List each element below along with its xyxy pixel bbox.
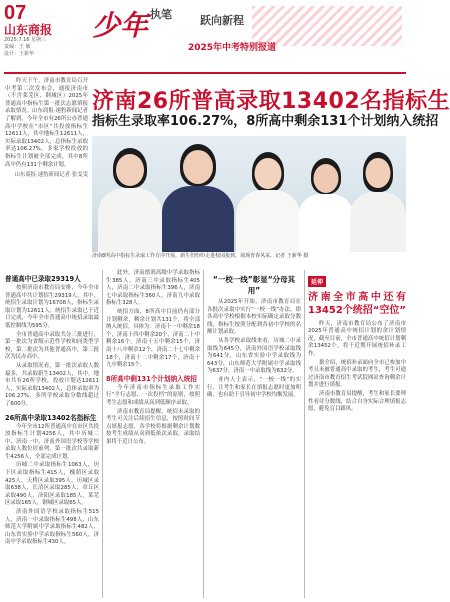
- photo-person-5: [350, 144, 406, 252]
- paragraph: 今年全市12所普通高中在市区共投放指标生计划4256人，其中历城二中、济南一中、济南外国语学校等学校录取人数位居前列，第一批次共录取新生4256人，全部完成计划。: [5, 423, 99, 460]
- paragraph: 历城二中录取指标生1063人，历下区录取指标生415人，槐荫区录取425人，天桥区录取395人，历城区录取638人，长清区录取285人，章丘区录取490人，济阳区录取185人，莱芜区录取165人，钢城区录取65人。: [5, 462, 99, 507]
- section-heading: 26所高中录取13402名指标生: [5, 413, 97, 422]
- editor-line: 责编：王 敏: [4, 44, 31, 50]
- right-column: [207, 270, 301, 598]
- main-headline: 济南26所普高录取13402名指标生: [92, 89, 450, 114]
- paragraph: 济南市教育局提醒，统招未录取的考生可关注后续招生信息，按照时间节点填报志愿，各学校将根据剩余计划数按考生成绩从高到低依次录取，录取结果将于近日公布。: [106, 408, 200, 445]
- news-photo: [92, 136, 406, 252]
- banner-word-2: 跃向新程: [200, 14, 244, 27]
- paragraph: 从各学校录取线来看，历城二中录取线为645分，济南外国语学校录取线为641分，山东省实验中学录取线为643分，山东师范大学附属中学录取线为637分，济南一中录取线为632分。: [207, 337, 301, 375]
- sidebar-title: 济南全市高中还有13452个统招“空位”: [308, 291, 406, 316]
- paragraph: 据介绍，统招补录面向全市已参加中考且未被普通高中录取的考生，考生可通过济南市教育招生考试院网站查询剩余计划并进行填报。: [308, 359, 406, 389]
- photo-caption: 济南8所高中指标生录取工作有序开展。新生们纷纷走进校园报到，展现青春风采。记者 王新华 摄: [92, 253, 309, 259]
- paragraph: 业内人士表示，“一校一线”的实行，让考生和家长在填报志愿时更加明确，也有助于引导初中学校均衡发展。: [207, 376, 301, 399]
- photo-person-4: [298, 148, 354, 252]
- section-heading: 8所高中剩131个计划纳入统招: [106, 374, 197, 383]
- photo-person-1: [98, 140, 162, 252]
- section-caption: 2025年中考特别报道: [188, 43, 277, 53]
- masthead-info: [4, 3, 82, 58]
- paragraph: 从2025年开始，济南市教育局在各批次录取中实行“一校一线”办法，即各高中学校根据本校实际确定录取分数线，指标生按照分配到各初中学校的名额计划录取。: [207, 299, 301, 336]
- photo-person-3: [236, 142, 300, 252]
- column-divider: [304, 270, 305, 598]
- lead-column: [5, 78, 88, 178]
- paragraph: 济南市教育局提醒，考生和家长要理性看待分数线，结合自身实际合理填报志愿，避免盲目跟风。: [308, 390, 406, 413]
- section-banner: [92, 2, 406, 56]
- paragraph: 按照济南市教育局安排，今年全市普通高中共计划招生29319人，其中，统招生录取计划为16708人，指标生录取计划为12611人。统招生录取已于近日完成，今年全市普通高中统招录取最低控制线为595分。: [5, 285, 99, 329]
- middle-column: [106, 270, 200, 598]
- column-divider: [203, 270, 204, 598]
- quote-title: “一校一线”彰显“分母其用”: [212, 275, 296, 295]
- paragraph: 此外，济南德润高级中学录取指标生385人，济南三中录取指标生405人，济南二中录取指标生396人，济南七中录取指标生360人，济南九中录取指标生328人。: [106, 270, 200, 307]
- issue-date: 2025.7.16 星期三: [4, 37, 47, 43]
- column-divider: [102, 270, 103, 598]
- photo-person-2: [162, 136, 234, 252]
- banner-logo-word: 少年: [92, 9, 149, 42]
- page-number: 07: [4, 2, 27, 24]
- paragraph: 今年济南市指标生录取工作实行“平行志愿、一次投档”的原则，按照考生志愿和成绩从高到低顺序录取。: [106, 384, 200, 406]
- masthead: [0, 0, 410, 70]
- paragraph: 全市普通高中录取共分三批进行，第一批次为省级示范性学校和同类型学校，第二批次为其他普通高中，第三批次为民办高中。: [5, 331, 99, 361]
- paragraph: 济南外国语学校录取指标生515人，济南一中录取指标生498人，山东师范大学附属中学录取指标生482人，山东省实验中学录取指标生560人，济南中学录取指标生430人。: [5, 509, 99, 546]
- left-column: [5, 270, 99, 598]
- paragraph: 统招方面，8所高中目前仍有部分计划剩余，剩余计划共131个，将全部纳入统招。具体为：济南十一中剩余18个，济南十四中剩余20个，济南二十中剩余16个，济南十五中剩余15个，济南十八中剩余12个，济南二十七中剩余18个，济南十二中剩余17个，济南十九中剩余15个。: [106, 308, 200, 369]
- paragraph: 从录取情况看，第一批次录取人数最多，共录取新生13402人，其中，地市共有26所学校，投放计划达12611人，实际录取13402人，总体录取率为106.27%，多所学校录取分数线超过了600分。: [5, 362, 99, 407]
- banner-word-1: 执笔: [150, 8, 172, 21]
- paper-name: 山东商报: [4, 23, 53, 37]
- top-rule: [4, 72, 406, 74]
- design-line: 设计：王新华: [4, 51, 35, 57]
- sidebar: [308, 276, 406, 598]
- paragraph: 昨天，济南市教育局公布了济南市2025年普通高中统招计划的余计划情况，截至目前，全市普通高中统招计划剩余13452个，将于近期开展统招补录工作。: [308, 320, 406, 357]
- sidebar-tag: 延伸: [308, 276, 326, 287]
- lead-byline: 山东商报·速豹新闻记者 张雯雯: [14, 172, 88, 179]
- section-heading: 普通高中已录取29319人: [5, 275, 81, 283]
- lead-paragraph: 昨天下午，济南市教育局召开中考第二次发布会，通报济南市（不含莱芜区、钢城区）2025年普通高中指标生第一批次志愿填报录取情况。山东商报·速豹新闻记者了解到，今年全市有26所公办普通高中学校在“市区”共投放指标生12611人，其中地标生12611人，实际录取13402人，总指标生录取率达106.27%，多家学校投放的指标生计划被全部完成，其中8所高中仍有131个剩余计划。: [5, 78, 88, 168]
- sub-headline: 指标生录取率106.27%，8所高中剩余131个计划纳入统招: [92, 114, 439, 129]
